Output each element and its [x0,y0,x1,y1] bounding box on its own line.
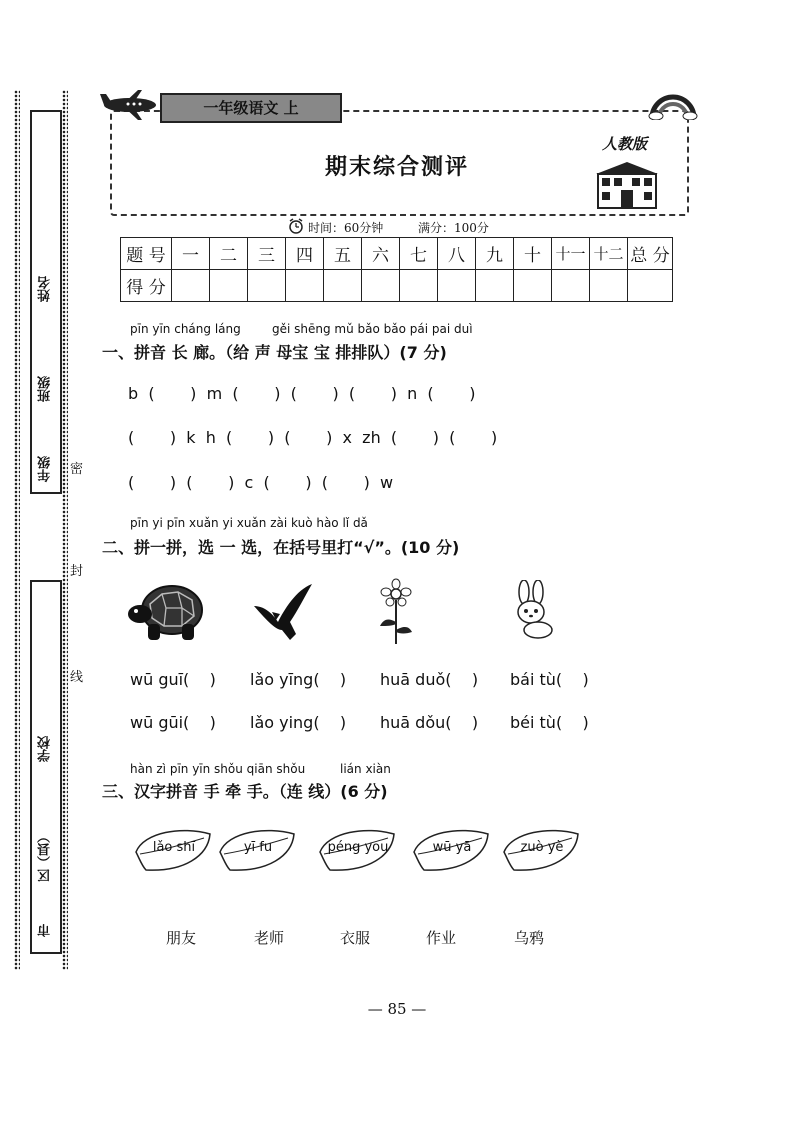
table-cell: 十一 [552,238,590,270]
field-grade: 年级 [38,456,53,482]
leaf-pinyin: zuò yè [520,840,564,855]
score-cell[interactable] [476,270,514,302]
word-laoshi[interactable]: 老师 [254,929,285,947]
option-eagle-a[interactable]: lǎo yīng( ) [250,670,347,689]
eagle-image [250,582,316,642]
score-cell[interactable] [400,270,438,302]
table-cell: 六 [362,238,400,270]
option-flower-b[interactable]: huā dǒu( ) [380,713,479,732]
option-eagle-b[interactable]: lǎo ying( ) [250,713,347,732]
table-row [121,238,673,270]
table-cell: 七 [400,238,438,270]
grade-banner: 一年级语文 上 [160,93,342,123]
airplane-icon [98,88,162,122]
score-cell[interactable] [362,270,400,302]
q3-title: 三、汉字拼音 手 牵 手。（连 线）(6 分) [102,782,388,801]
turtle-image [126,578,206,644]
table-cell: 一 [172,238,210,270]
rainbow-icon [648,90,698,120]
full-score: 满分：100分 [418,221,489,235]
q1-row-3[interactable]: ( ) ( ) c ( ) ( ) w [128,473,394,492]
seal-char-mi: 密 [70,462,84,477]
school-building-icon [592,160,662,210]
seal-char-feng: 封 [70,564,84,579]
option-rabbit-b[interactable]: béi tù( ) [510,713,589,732]
leaf-pinyin: yī fu [243,840,273,855]
q1-title: 一、拼音 长 廊。（给 声 母宝 宝 排排队）(7 分) [102,343,447,362]
field-name: 姓名 [38,276,53,302]
score-cell[interactable] [438,270,476,302]
flower-image [376,578,416,644]
table-cell: 十二 [590,238,628,270]
table-cell: 总 分 [628,238,673,270]
leaf-card[interactable] [218,826,298,874]
option-turtle-b[interactable]: wū gūi( ) [130,713,216,732]
binding-dots-right [62,90,68,970]
table-cell: 四 [286,238,324,270]
q1-pinyin-b: gěi shēng mǔ bǎo bǎo pái pai duì [272,322,473,336]
page-title: 期末综合测评 [324,154,469,180]
score-cell[interactable] [590,270,628,302]
word-yifu[interactable]: 衣服 [340,929,371,947]
field-district: 区（县） [38,830,53,882]
field-school: 学校 [38,736,53,762]
alarm-clock-icon [288,218,304,234]
table-cell: 十 [514,238,552,270]
row-head-question: 题 号 [121,238,172,270]
q1-row-2[interactable]: ( ) k h ( ) ( ) x zh ( ) ( ) [128,428,498,447]
leaf-card[interactable] [412,826,492,874]
option-rabbit-a[interactable]: bái tù( ) [510,670,589,689]
q2-title: 二、拼一拼，选 一 选，在括号里打“√”。(10 分) [102,538,460,557]
score-cell[interactable] [210,270,248,302]
table-cell: 三 [248,238,286,270]
table-cell: 五 [324,238,362,270]
field-class: 班级 [38,376,53,402]
score-cell[interactable] [248,270,286,302]
edition-label: 人教版 [602,135,648,153]
score-cell[interactable] [324,270,362,302]
q1-pinyin-a: pīn yīn cháng láng [130,322,241,336]
word-zuoye[interactable]: 作业 [426,929,457,947]
word-wuya[interactable]: 乌鸦 [514,929,545,947]
page-number: — 85 — [367,1000,427,1018]
leaf-pinyin: lǎo shī [152,840,196,855]
binding-dots-left [14,90,20,970]
option-turtle-a[interactable]: wū guī( ) [130,670,216,689]
score-cell[interactable] [286,270,324,302]
leaf-pinyin: péng you [327,840,389,855]
field-city: 市 [38,924,53,937]
leaf-card[interactable] [318,826,398,874]
leaf-card[interactable] [502,826,582,874]
table-cell: 九 [476,238,514,270]
row-head-score: 得 分 [121,270,172,302]
score-cell[interactable] [172,270,210,302]
score-cell[interactable] [514,270,552,302]
table-cell: 二 [210,238,248,270]
leaf-card[interactable] [134,826,214,874]
school-info-box [30,580,62,954]
q1-row-1[interactable]: b ( ) m ( ) ( ) ( ) n ( ) [128,384,476,403]
seal-char-xian: 线 [70,670,84,685]
rabbit-image [506,580,558,640]
time-limit: 时间：60分钟 [308,221,384,235]
score-cell[interactable] [628,270,673,302]
table-cell: 八 [438,238,476,270]
q3-pinyin-a: hàn zì pīn yīn shǒu qiān shǒu [130,762,306,776]
score-cell[interactable] [552,270,590,302]
leaf-pinyin: wū yā [432,840,472,855]
q3-pinyin-b: lián xiàn [340,762,391,776]
score-table [120,237,673,302]
word-pengyou[interactable]: 朋友 [166,929,197,947]
option-flower-a[interactable]: huā duǒ( ) [380,670,479,689]
q2-pinyin: pīn yi pīn xuǎn yi xuǎn zài kuò hào lǐ dǎ [130,516,368,530]
table-row [121,270,673,302]
